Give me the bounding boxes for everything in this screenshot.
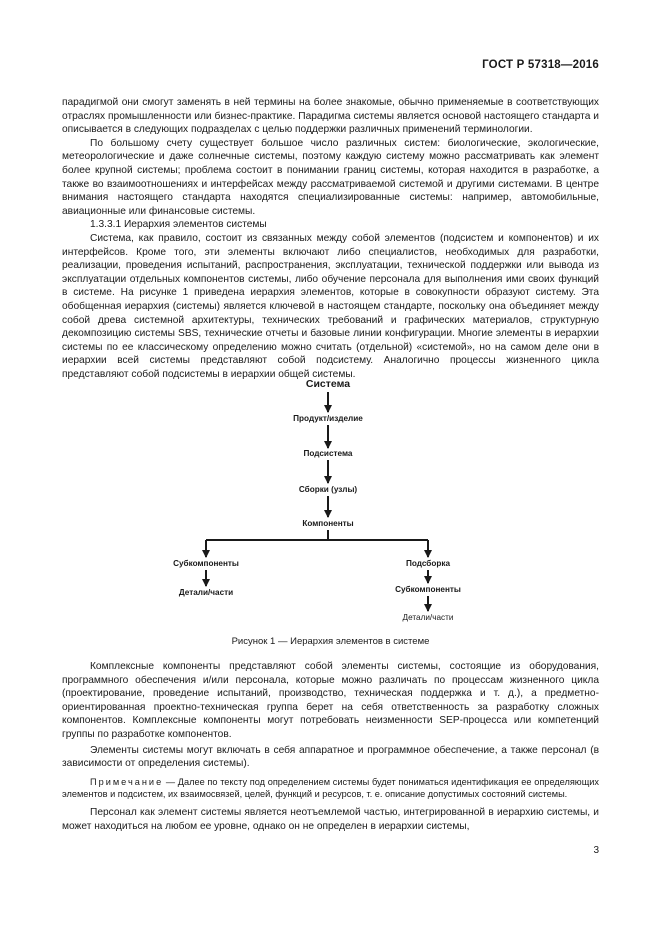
- page-number: 3: [593, 845, 599, 856]
- paragraph-elements: Элементы системы могут включать в себя аппаратное и программное обеспечение, а также персонал (в зависимости от определения системы).: [62, 744, 599, 770]
- paragraph-complex-components: Комплексные компоненты представляют собой элементы системы, состоящие из оборудования, программного обеспечения и/или персонала, которые можно различать по процессам жизненного цикла (проектирование, проведение испытаний, производство, техническая поддержка и т. д.), а предметно-ориентированная проектно-техническая группа берет на себя ответственность за разработку сложных компонентов. Комплексные компоненты могут потребовать неизменности SEP-процесса или компетенций группы по разработке компонентов.: [62, 661, 599, 740]
- paragraph-paradigm: парадигмой они смогут заменять в ней термины на более знакомые, обычно применяемые в соответствующих отраслях промышленности или бизнес-практике. Парадигма системы является основой настоящего стандарта и описывается в следующих подразделах с целью поддержки различных применений терминологии.: [62, 97, 599, 136]
- hierarchy-figure: [62, 372, 599, 627]
- paragraph-systems: По большому счету существует большое число различных систем: биологические, экологические, метеорологические и даже солнечные системы, поэтому каждую систему можно рассматривать как элемент более крупной системы; проблема состоит в понимании границ системы, которая находится в разработке, а также во взаимоотношениях и интерфейсах между рассматриваемой системой и другими системами. В центре внимания настоящего стандарта находятся специализированные системы: например, автомобильные, авиационные или финансовые системы.: [62, 137, 599, 217]
- section-heading: 1.3.3.1 Иерархия элементов системы: [90, 219, 267, 231]
- body-block: [62, 660, 599, 833]
- paragraph-personnel: Персонал как элемент системы является неотъемлемой частью, интегрированной в иерархию системы, и может находиться на любом ее уровне, однако он не определен в иерархии системы,: [62, 806, 599, 832]
- paragraph-hierarchy: Система, как правило, состоит из связанных между собой элементов (подсистем и компонентов) и их интерфейсов. Кроме того, эти элементы включают либо специалистов, необходимых для разработки, реализации, проведения испытаний, распространения, эксплуатации, технической поддержки или вывода из эксплуатации отдельных компонентов системы, либо обучение персонала для выполнения ими своих функций в системе. На рисунке 1 приведена иерархия элементов, которые в совокупности образуют систему. Эта обобщенная иерархия (системы) является ключевой в настоящем стандарте, поскольку она объединяет между собой древа системной архитектуры, технических требований и графических материалов, структурную декомпозицию системы SBS, технические отчеты и базовые линии конфигурации. Многие элементы в иерархии системы по ее классическому определению можно считать (отдельной) «системой», но на самом деле они в иерархии всей системы представляют собой подсистему. Аналогично процессы жизненного цикла представляют собой подсистемы в иерархии общей системы.: [62, 232, 599, 380]
- note-text: — Далее по тексту под определением системы будет пониматься идентификация ее определяющих элементов и подсистем, их взаимосвязей, целей, функций и ресурсов, т. е. описание допустимых состояний системы.: [62, 776, 599, 800]
- standard-header: ГОСТ Р 57318—2016: [482, 59, 599, 71]
- node-right-subassembly: Подсборка: [405, 559, 451, 568]
- node-system: Система: [305, 378, 351, 390]
- note-label: Примечание: [90, 776, 164, 787]
- node-subsystem: Подсистема: [303, 449, 353, 458]
- intro-block: [62, 96, 599, 381]
- note: [62, 776, 599, 801]
- hierarchy-diagram: [62, 372, 599, 627]
- node-left-subcomponents: Субкомпоненты: [173, 559, 239, 568]
- node-right-parts: Детали/части: [402, 613, 454, 622]
- node-left-parts: Детали/части: [178, 588, 234, 597]
- node-components: Компоненты: [302, 519, 354, 528]
- node-product: Продукт/изделие: [293, 414, 363, 423]
- figure-caption: Рисунок 1 — Иерархия элементов в системе: [231, 636, 430, 647]
- node-right-subcomponents: Субкомпоненты: [395, 585, 461, 594]
- node-assemblies: Сборки (узлы): [298, 485, 358, 494]
